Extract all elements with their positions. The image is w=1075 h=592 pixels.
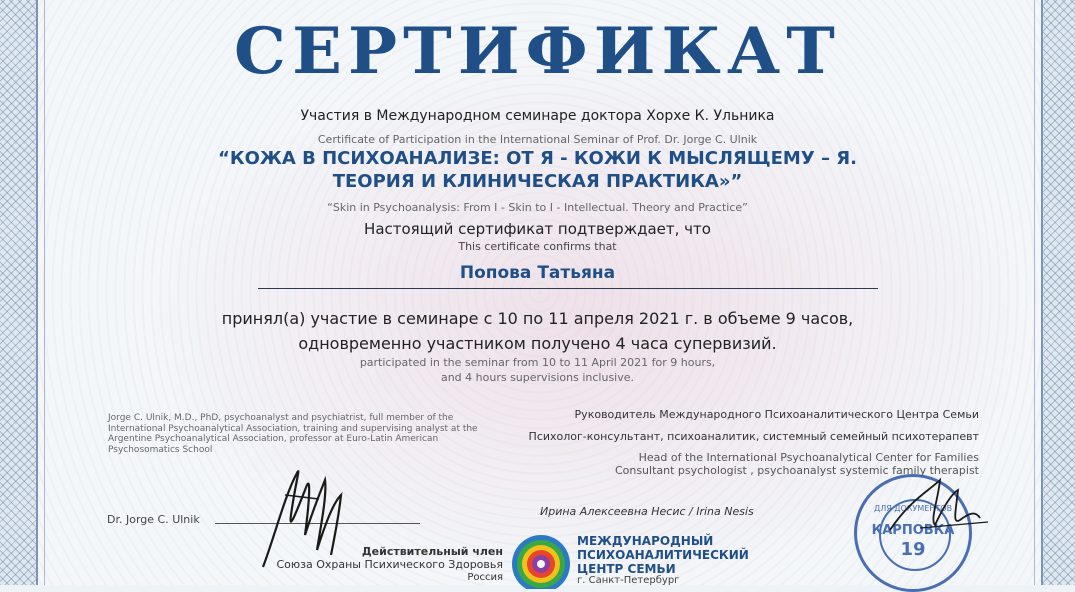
certificate-title: СЕРТИФИКАТ xyxy=(234,14,841,89)
member-line2: Союза Охраны Психического Здоровья xyxy=(276,558,503,571)
ulnik-signature xyxy=(255,455,365,575)
logo-text-line1: МЕЖДУНАРОДНЫЙ xyxy=(577,534,714,548)
recipient-name: Попова Татьяна xyxy=(459,263,616,283)
member-line3: Россия xyxy=(467,572,503,583)
nesis-name: Ирина Алексеевна Несис / Irina Nesis xyxy=(540,505,754,518)
participation-ru-line2: одновременно участником получено 4 часа супервизий. xyxy=(298,334,777,353)
subtitle-ru: Участия в Международном семинаре доктора Хорхе К. Ульника xyxy=(300,108,775,124)
logo-text-line3: ЦЕНТР СЕМЬИ xyxy=(577,562,676,576)
participation-en-line1: participated in the seminar from 10 to 11 April 2021 for 9 hours, xyxy=(359,356,716,369)
nesis-role-ru1: Руководитель Международного Психоаналитического Центра Семьи xyxy=(574,408,979,421)
seminar-title-line2: ТЕОРИЯ И КЛИНИЧЕСКАЯ ПРАКТИКА»” xyxy=(332,171,743,192)
participation-ru-line1: принял(а) участие в семинаре с 10 по 11 апреля 2021 г. в объеме 9 часов, xyxy=(221,309,854,328)
subtitle-en: Certificate of Participation in the International Seminar of Prof. Dr. Jorge C. Ulnik xyxy=(317,133,758,146)
stamp-text-number: 19 xyxy=(900,539,926,560)
stamp-text-mid: КАРПОВКА xyxy=(871,523,955,538)
nesis-signature xyxy=(880,470,990,550)
nesis-role-ru2: Психолог-консультант, психоаналитик, системный семейный психотерапевт xyxy=(528,430,979,443)
family-center-logo xyxy=(510,533,572,589)
seminar-title-en: “Skin in Psychoanalysis: From I - Skin to I - Intellectual. Theory and Practice” xyxy=(327,201,748,214)
nesis-role-en1: Head of the International Psychoanalytical Center for Families xyxy=(638,451,979,464)
confirm-text-en: This certificate confirms that xyxy=(458,240,617,253)
logo-text-line4: г. Санкт-Петербург xyxy=(577,575,680,586)
nesis-role-en2: Consultant psychologist , psychoanalyst systemic family therapist xyxy=(614,464,979,477)
member-line1: Действительный член xyxy=(361,545,503,558)
participation-en-line2: and 4 hours supervisions inclusive. xyxy=(440,371,635,384)
seminar-title-line1: “КОЖА В ПСИХОАНАЛИЗЕ: ОТ Я - КОЖИ К МЫСЛЯЩЕМУ – Я. xyxy=(218,148,857,169)
ulnik-name: Dr. Jorge C. Ulnik xyxy=(107,513,200,526)
recipient-underline xyxy=(258,288,878,289)
confirm-text-ru: Настоящий сертификат подтверждает, что xyxy=(364,220,711,238)
ulnik-bio: Jorge C. Ulnik, M.D., PhD, psychoanalyst and psychiatrist, full member of the International Psychoanalytical Association, training and supervising analyst at the Argentine Psychoanalytical Association, professor at Euro-Latin American Psychosomatics School xyxy=(108,413,478,455)
stamp-text-top: ДЛЯ ДОКУМЕНТОВ xyxy=(873,504,953,513)
logo-text-line2: ПСИХОАНАЛИТИЧЕСКИЙ xyxy=(577,548,749,562)
